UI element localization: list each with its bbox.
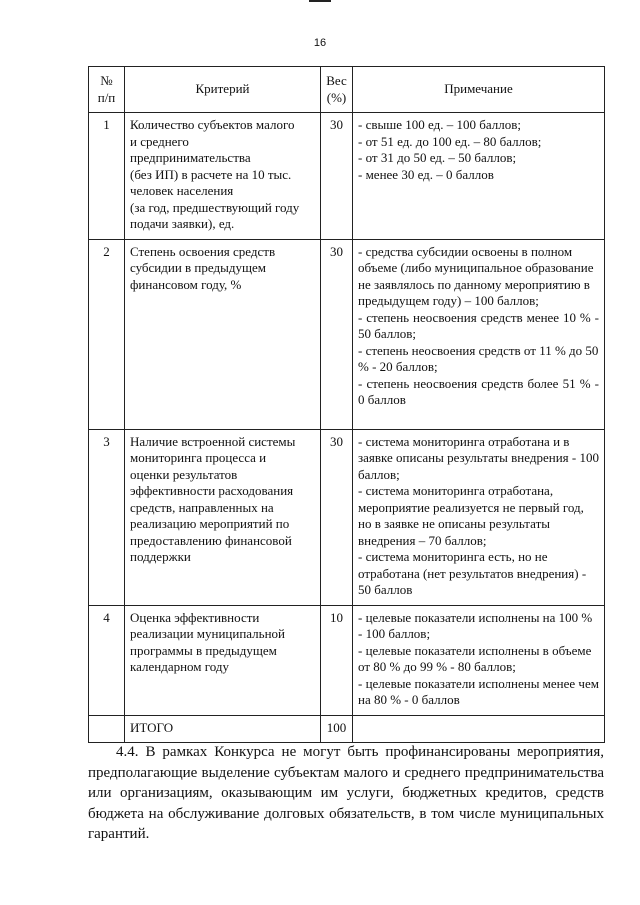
note-line: - свыше 100 ед. – 100 баллов;: [358, 117, 521, 132]
row-num: 1: [89, 113, 125, 240]
row-note: [353, 605, 605, 715]
table-row: [89, 239, 605, 429]
criteria-table: [88, 66, 605, 743]
note-line: - целевые показатели исполнены в объеме от 80 % до 99 % - 80 баллов;: [358, 642, 592, 674]
table-row: [89, 429, 605, 605]
note-line: - средства субсидии освоены в полном объеме (либо муниципальное образование не заявлялось по данному мероприятию в предыдущем году) – 100 баллов;: [358, 243, 594, 308]
header-criterion: Критерий: [125, 67, 321, 113]
total-weight: 100: [321, 715, 353, 742]
header-note: Примечание: [353, 67, 605, 113]
row-num: 3: [89, 429, 125, 605]
row-note: [353, 113, 605, 240]
clause-paragraph: 4.4. В рамках Конкурса не могут быть профинансированы мероприятия, предполагающие выделение субъектам малого и среднего предпринимательства или организациям, оказывающим им услуги, бюджетных кредитов, средств бюджета на обслуживание долговых обязательств, в том числе муниципальных гарантий.: [88, 744, 604, 842]
row-weight: 10: [321, 605, 353, 715]
note-line: - система мониторинга есть, но не отработана (нет результатов внедрения) - 50 баллов: [358, 549, 587, 597]
note-line: - система мониторинга отработана, мероприятие реализуется не первый год, но в заявке не описаны результаты внедрения – 70 баллов;: [358, 483, 584, 548]
note-line: - менее 30 ед. – 0 баллов: [358, 166, 494, 182]
row-weight: 30: [321, 429, 353, 605]
top-scan-mark: [309, 0, 331, 2]
row-criterion: Наличие встроенной системы мониторинга процесса и оценки результатов эффективности расходования средств, направленных на реализацию мероприятий по предоставлению финансовой поддержки: [125, 429, 321, 605]
row-num: 4: [89, 605, 125, 715]
note-line: - от 51 ед. до 100 ед. – 80 баллов;: [358, 133, 542, 149]
table-row: [89, 605, 605, 715]
row-criterion: Оценка эффективности реализации муниципальной программы в предыдущем календарном году: [125, 605, 321, 715]
row-weight: 30: [321, 239, 353, 429]
header-weight: Вес (%): [321, 67, 353, 113]
row-weight: 30: [321, 113, 353, 240]
row-num: 2: [89, 239, 125, 429]
note-line: - система мониторинга отработана и в заявке описаны результаты внедрения - 100 баллов;: [358, 433, 599, 482]
note-line: - степень неосвоения средств менее 10 % - 50 баллов;: [358, 309, 599, 341]
total-num-empty: [89, 715, 125, 742]
table-header-row: [89, 67, 605, 113]
note-line: - степень неосвоения средств от 11 % до 50 % - 20 баллов;: [358, 342, 599, 374]
note-line: - степень неосвоения средств более 51 % - 0 баллов: [358, 375, 599, 407]
total-label: ИТОГО: [125, 715, 321, 742]
row-criterion: Степень освоения средств субсидии в предыдущем финансовом году, %: [125, 239, 321, 429]
page-number: 16: [313, 37, 327, 49]
note-line: - от 31 до 50 ед. – 50 баллов;: [358, 150, 517, 165]
note-line: - целевые показатели исполнены на 100 % - 100 баллов;: [358, 609, 593, 641]
table-total-row: [89, 715, 605, 742]
total-note-empty: [353, 715, 605, 742]
header-num: № п/п: [89, 67, 125, 113]
row-note: [353, 239, 605, 429]
row-criterion: Количество субъектов малого и среднего предпринимательства (без ИП) в расчете на 10 тыс. человек населения (за год, предшествующий году подачи заявки), ед.: [125, 113, 321, 240]
row-note: [353, 429, 605, 605]
note-line: - целевые показатели исполнены менее чем на 80 % - 0 баллов: [358, 675, 599, 707]
table-row: [89, 113, 605, 240]
